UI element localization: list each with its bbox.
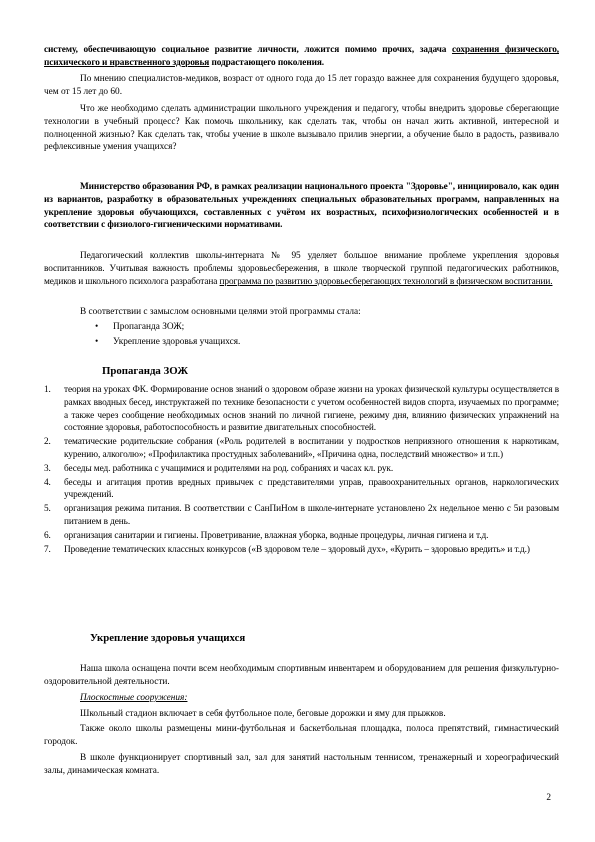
list-number: 7. <box>44 544 51 555</box>
list-text: организация санитарии и гигиены. Проветривание, влажная уборка, водные процедуры, личная гигиена и т.д. <box>64 530 489 541</box>
section-heading-health: Укрепление здоровья учащихся <box>90 632 246 644</box>
list-number: 4. <box>44 477 51 488</box>
list-text: организация режима питания. В соответствии с СанПиНом в школе-интернате установлено 2х недельное меню с 5и разовым питанием в день. <box>64 504 559 527</box>
list-item <box>44 503 559 529</box>
goals-list <box>95 320 495 349</box>
text-span: Педагогический коллектив школы-интерната № 95 уделяет большое внимание проблеме укрепления здоровья воспитанников. Учитывая важность проблемы здоровьесбережения, в школе творческой группой педагогических работников, медиков и школьного психолога разработана <box>44 251 559 287</box>
program-link-text: программа по развитию здоровьесберегающих технологий в физическом воспитании. <box>219 276 553 287</box>
zozh-list <box>44 384 559 557</box>
list-number: 5. <box>44 504 51 515</box>
list-text: беседы мед. работника с учащимися и родителями на род. собраниях и часах кл. рук. <box>64 463 394 474</box>
text-span: подрастающего поколения. <box>209 57 324 68</box>
list-number: 3. <box>44 463 51 474</box>
paragraph-age: По мнению специалистов-медиков, возраст от одного года до 15 лет гораздо важнее для сохранения будущего здоровья, чем от 15 лет до 60. <box>44 74 559 97</box>
list-item <box>44 530 559 543</box>
page-number: 2 <box>546 793 551 803</box>
list-text: беседы и агитация против вредных привычек с представителями управ, правоохранительных органов, наркологических учреждений. <box>64 477 559 501</box>
list-item <box>44 436 559 462</box>
paragraph-equipment: Наша школа оснащена почти всем необходимым спортивным инвентарем и оборудованием для решения физкультурно-оздоровительной деятельности. <box>44 664 559 687</box>
text-span: систему, обеспечивающую социальное развитие личности, ложится помимо прочих, задача <box>44 45 452 55</box>
list-number: 2. <box>44 437 51 448</box>
paragraph-question: Что же необходимо сделать администрации школьного учреждения и педагогу, чтобы внедрить здоровье сберегающие технологии в учебный процесс? Как помочь школьнику, как сделать так, чтобы он начал жить активной, интересной и полноценной жизнью? Как сделать так, чтобы учение в школе вызывало прилив энергии, а обучение было в радость, развивало рефлексивные умения учащихся? <box>44 104 559 153</box>
list-item <box>44 477 559 503</box>
list-item: • Укрепление здоровья учащихся. <box>95 335 495 350</box>
list-item <box>44 463 559 476</box>
list-item <box>44 384 559 435</box>
list-item: • Пропаганда ЗОЖ; <box>95 320 495 335</box>
paragraph-ministry: Министерство образования РФ, в рамках реализации национального проекта "Здоровье", инициировало, как один из вариантов, разработку в образовательных учреждениях специальных образовательных программ, направленных на укрепление здоровья обучающихся, составленных с учётом их возрастных, психофизиологических особенностей и в соответствии с физиолого-гигиеническими нормативами. <box>44 182 559 231</box>
list-text: Проведение тематических классных конкурсов («В здоровом теле – здоровый дух», «Курить – здоровью вредить» и т.д.) <box>64 544 530 555</box>
list-number: 6. <box>44 530 51 541</box>
list-text: тематические родительские собрания («Роль родителей в воспитании у подростков неприязного отношения к наркотикам, курению, алкоголю»; «Профилактика простудных заболеваний», «Причина одна, последствий множество» и т.п.) <box>64 437 559 460</box>
underlined-phrase: сохранения физического, психического и нравственного здоровья <box>44 45 559 68</box>
list-item <box>44 544 559 557</box>
paragraph-intro <box>44 44 559 70</box>
paragraph-collective <box>44 250 559 288</box>
paragraph-stadium: Школьный стадион включает в себя футбольное поле, беговые дорожки и яму для прыжков. <box>80 709 446 719</box>
paragraph-goals: В соответствии с замыслом основными целями этой программы стала: <box>80 307 361 317</box>
list-text: теория на уроках ФК. Формирование основ знаний о здоровом образе жизни на уроках физической культуры осуществляется в рамках вводных бесед, инструктажей по технике безопасности с учетом особенностей видов спорта, изучаемых по программе; а также через сообщение необходимых основ знаний по личной гигиене, режиму дня, влиянию физических упражнений на состояние здоровья, работоспособность и развитие двигательных способностей. <box>64 385 559 434</box>
paragraph-halls: В школе функционирует спортивный зал, зал для занятий настольным теннисом, тренажерный и хореографический залы, динамическая комната. <box>44 753 559 776</box>
list-number: 1. <box>44 385 51 395</box>
paragraph-nearby: Также около школы размещены мини-футбольная и баскетбольная площадка, полоса препятствий, гимнастический городок. <box>44 724 559 747</box>
section-heading-zozh: Пропаганда ЗОЖ <box>102 365 189 377</box>
flat-structures-label: Плоскостные сооружения: <box>80 693 188 703</box>
